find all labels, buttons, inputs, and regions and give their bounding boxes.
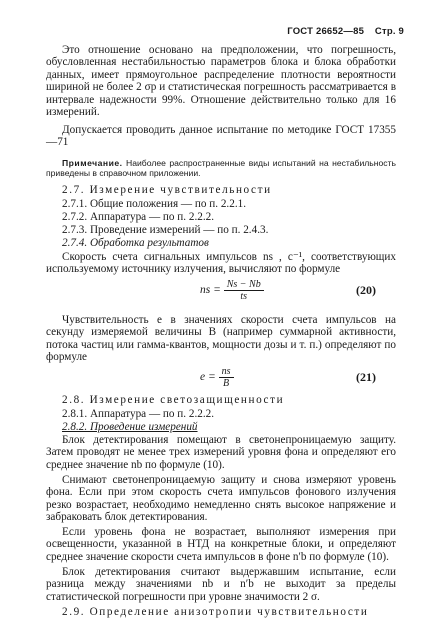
paragraph-ratio-assumption: Это отношение основано на предположении, что погрешность, обусловленная нестабильностью параметров блока и блока обработки данных, имеет прямоугольное распределение плотности вероятности шириной не более 2 σр и статистическая погрешность рассматривается в интервале надежности 99%. Отношение действительно только для 16 измерений. bbox=[46, 44, 396, 119]
item-2-8-2: 2.8.2. Проведение измерений bbox=[62, 421, 198, 433]
formula-21-numerator: ns bbox=[219, 366, 234, 378]
equation-number-21: (21) bbox=[356, 370, 376, 384]
paragraph-illumination: Если уровень фона не возрастает, выполняют измерения при освещенности, указанной в НТД на конкретные блоки, и определяют среднее значение скорости счета импульсов в фоне n′b по формуле (10). bbox=[46, 526, 396, 563]
formula-20-numerator: Ns − Nb bbox=[224, 279, 264, 291]
formula-21 bbox=[200, 366, 234, 389]
paragraph-count-rate: Скорость счета сигнальных импульсов ns , с⁻¹, соответствующих используемому источнику излучения, вычисляют по формуле bbox=[46, 251, 396, 276]
formula-20 bbox=[200, 279, 264, 302]
formula-21-fraction bbox=[219, 366, 234, 389]
formula-21-lhs: e = bbox=[200, 371, 216, 384]
formula-21-denominator: B bbox=[223, 378, 230, 389]
page-header bbox=[287, 26, 404, 37]
section-heading-2-9: 2.9. Определение анизотропии чувствительности bbox=[62, 606, 369, 618]
formula-20-lhs: ns = bbox=[200, 284, 221, 297]
paragraph-sensitivity: Чувствительность e в значениях скорости счета импульсов на секунду измеряемой величины B (например суммарной активности, потока частиц или гамма-квантов, мощности дозы и т. п.) определяют по формуле bbox=[46, 314, 396, 364]
note-label: Примечание. bbox=[62, 158, 123, 168]
section-heading-2-7: 2.7. Измерение чувствительности bbox=[62, 184, 272, 196]
formula-20-denominator: ts bbox=[240, 291, 248, 302]
standard-number: ГОСТ 26652—85 bbox=[287, 26, 365, 37]
paragraph-remove-shield: Снимают светонепроницаемую защиту и снова измеряют уровень фона. Если при этом скорость счета импульсов фонового излучения резко возрастает, необходимо немедленно снять высокое напряжение и забраковать блок детектирования. bbox=[46, 474, 396, 524]
note-text: Наиболее распространенные виды испытаний на нестабильность приведены в справочном приложении. bbox=[46, 158, 396, 178]
item-2-7-4: 2.7.4. Обработка результатов bbox=[62, 237, 209, 249]
section-heading-2-8: 2.8. Измерение светозащищенности bbox=[62, 394, 285, 406]
equation-number-20: (20) bbox=[356, 283, 376, 297]
item-2-8-1: 2.8.1. Аппаратура — по п. 2.2.2. bbox=[62, 408, 215, 420]
note bbox=[46, 158, 396, 178]
paragraph-pass-criterion: Блок детектирования считают выдержавшим испытание, если разница между значениями nb и n′b не выходит за пределы статистической погрешности при уровне значимости 2 σ. bbox=[46, 566, 396, 603]
item-2-7-3: 2.7.3. Проведение измерений — по п. 2.4.3. bbox=[62, 224, 269, 236]
page-number: Стр. 9 bbox=[374, 26, 404, 37]
formula-20-fraction bbox=[224, 279, 264, 302]
paragraph-lightproof-shield: Блок детектирования помещают в светонепроницаемую защиту. Затем проводят не менее трех измерений уровня фона и определяют его среднее значение nb по формуле (10). bbox=[46, 434, 396, 471]
item-2-7-1: 2.7.1. Общие положения — по п. 2.2.1. bbox=[62, 198, 247, 210]
paragraph-allowed-method: Допускается проводить данное испытание по методике ГОСТ 17355—71 bbox=[46, 124, 396, 149]
item-2-7-2: 2.7.2. Аппаратура — по п. 2.2.2. bbox=[62, 211, 215, 223]
